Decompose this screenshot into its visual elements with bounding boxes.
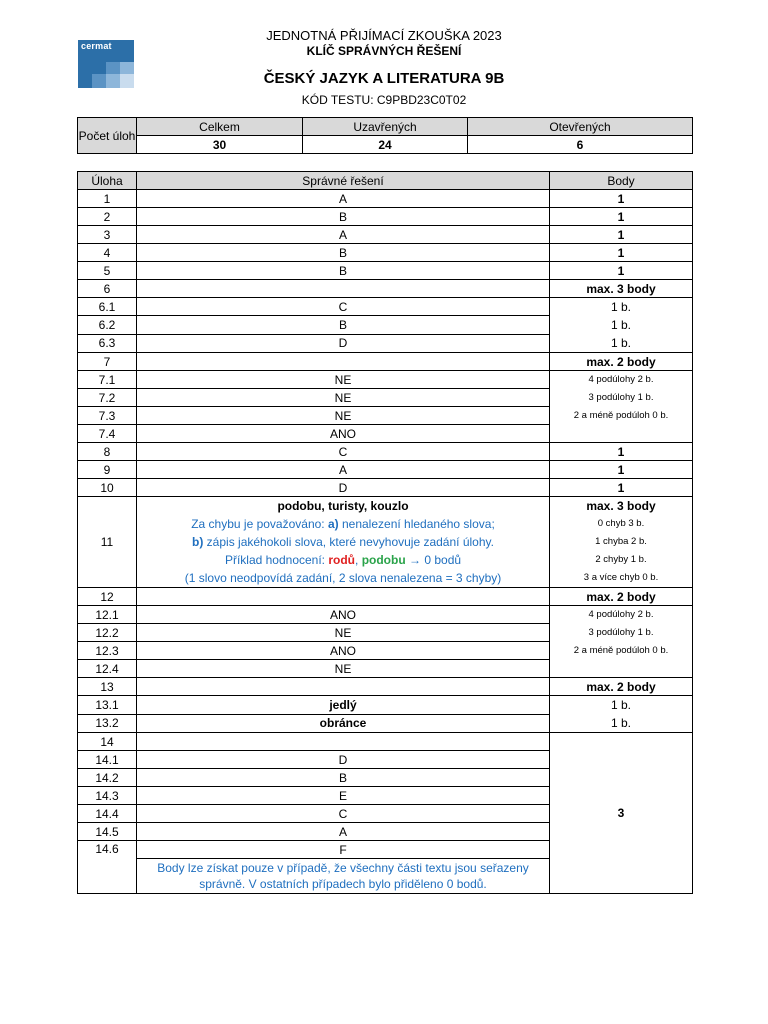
- answer: A: [137, 461, 550, 479]
- points: 1 b.: [610, 336, 631, 350]
- task-number: 7.2: [78, 389, 137, 407]
- answer: D: [137, 479, 550, 497]
- task-count-table: [77, 117, 693, 154]
- count-header-total: Celkem: [137, 118, 303, 136]
- points-group: [550, 497, 693, 588]
- count-label: Počet úloh: [78, 118, 137, 154]
- table-row: [78, 443, 693, 461]
- table-row: [78, 262, 693, 280]
- answer: B: [137, 262, 550, 280]
- task-number: 11: [78, 497, 137, 588]
- task-number: 7.3: [78, 407, 137, 425]
- table-row: [78, 190, 693, 208]
- points: 1: [550, 226, 693, 244]
- task-number: 4: [78, 244, 137, 262]
- header-answer: Správné řešení: [137, 172, 550, 190]
- example-wrong-word: rodů: [328, 553, 356, 567]
- example-text: → 0 bodů: [405, 553, 462, 567]
- task-number: 8: [78, 443, 137, 461]
- table-row: [78, 226, 693, 244]
- answer: F: [137, 841, 550, 859]
- count-header-open: Otevřených: [468, 118, 693, 136]
- task-number: 13: [78, 678, 137, 696]
- example-line: [137, 551, 549, 569]
- task-number: 12.1: [78, 606, 137, 624]
- note-text: nenalezení hledaného slova;: [338, 517, 495, 531]
- task-number: 14.4: [78, 805, 137, 823]
- task-number: 5: [78, 262, 137, 280]
- points: 1: [550, 461, 693, 479]
- task-number: 14: [78, 733, 137, 751]
- task-number: 14.5: [78, 823, 137, 841]
- points: 1 b.: [610, 300, 631, 314]
- answer: NE: [137, 624, 550, 642]
- task-number: 12.4: [78, 660, 137, 678]
- points: 1: [550, 443, 693, 461]
- points-max: max. 2 body: [550, 678, 693, 696]
- points-rule: 2 a méně podúloh 0 b.: [573, 645, 669, 656]
- answer: A: [137, 823, 550, 841]
- table-row: [78, 733, 693, 751]
- points: 1: [550, 208, 693, 226]
- table-row: [78, 497, 693, 588]
- table-row: [78, 371, 693, 389]
- subject-title: ČESKÝ JAZYK A LITERATURA 9B: [263, 70, 505, 87]
- points-max: max. 2 body: [550, 588, 693, 606]
- points: 1 b.: [610, 318, 631, 332]
- count-header-closed: Uzavřených: [303, 118, 468, 136]
- example-correct-word: podobu: [361, 553, 406, 567]
- points-rule: 3 a více chyb 0 b.: [583, 572, 659, 583]
- task-number: 9: [78, 461, 137, 479]
- points: 1: [550, 479, 693, 497]
- answer: C: [137, 298, 550, 316]
- answer: obránce: [137, 714, 550, 733]
- answer: NE: [137, 389, 550, 407]
- points-rule: 2 a méně podúloh 0 b.: [573, 410, 669, 421]
- task-number: 13.1: [78, 696, 137, 715]
- task-number: 6.1: [78, 298, 137, 316]
- answer: NE: [137, 660, 550, 678]
- points: 1 b.: [610, 716, 631, 730]
- example-text: Příklad hodnocení:: [224, 553, 329, 567]
- task-number: 7.4: [78, 425, 137, 443]
- ordering-note: Body lze získat pouze v případě, že všechny části textu jsou seřazeny správně. V ostatních případech bylo přiděleno 0 bodů.: [137, 859, 550, 894]
- points: 1: [550, 262, 693, 280]
- points-group: [550, 371, 693, 443]
- task-number: 6.3: [78, 334, 137, 352]
- table-row: [78, 244, 693, 262]
- answer: D: [137, 751, 550, 769]
- error-note-a: [137, 515, 549, 533]
- answer: [137, 678, 550, 696]
- points-max: max. 3 body: [586, 499, 656, 513]
- note-label: a): [327, 517, 339, 531]
- task-number: 14.3: [78, 787, 137, 805]
- answer: ANO: [137, 642, 550, 660]
- table-row: [78, 353, 693, 371]
- key-title: KLÍČ SPRÁVNÝCH ŘEŠENÍ: [306, 44, 462, 58]
- task-number: 14.6: [78, 841, 137, 894]
- example-text: ,: [355, 553, 362, 567]
- count-closed: 24: [303, 136, 468, 154]
- answer: A: [137, 190, 550, 208]
- table-row: [78, 479, 693, 497]
- points: 1 b.: [610, 698, 631, 712]
- points-rule: 3 podúlohy 1 b.: [588, 627, 654, 638]
- note-label: b): [192, 535, 204, 549]
- answer: [137, 353, 550, 371]
- table-row: [78, 461, 693, 479]
- answer: B: [137, 244, 550, 262]
- task-number: 7: [78, 353, 137, 371]
- task-number: 12: [78, 588, 137, 606]
- answer: jedlý: [137, 696, 550, 715]
- answer-11: [137, 497, 550, 588]
- table-row: [78, 606, 693, 624]
- note-text: zápis jakéhokoli slova, které nevyhovuje zadání úlohy.: [203, 535, 494, 549]
- task-number: 6: [78, 280, 137, 298]
- points: 3: [550, 733, 693, 894]
- points-rule: 0 chyb 3 b.: [597, 518, 645, 529]
- answer: NE: [137, 371, 550, 389]
- count-open: 6: [468, 136, 693, 154]
- answer: B: [137, 769, 550, 787]
- task-number: 14.1: [78, 751, 137, 769]
- answer: B: [137, 208, 550, 226]
- task-number: 13.2: [78, 714, 137, 733]
- task-number: 10: [78, 479, 137, 497]
- points-rule: 4 podúlohy 2 b.: [588, 374, 654, 385]
- answer: ANO: [137, 606, 550, 624]
- answer: A: [137, 226, 550, 244]
- points-group: [550, 298, 693, 353]
- answer: B: [137, 316, 550, 334]
- points-group: [550, 696, 693, 733]
- task-number: 7.1: [78, 371, 137, 389]
- answer: D: [137, 334, 550, 352]
- points-group: [550, 606, 693, 678]
- table-row: [78, 588, 693, 606]
- points: 1: [550, 244, 693, 262]
- task-number: 2: [78, 208, 137, 226]
- example-note: (1 slovo neodpovídá zadání, 2 slova nenalezena = 3 chyby): [184, 571, 502, 585]
- logo-text: cermat: [81, 41, 112, 51]
- task-number: 1: [78, 190, 137, 208]
- answer: E: [137, 787, 550, 805]
- task-number: 6.2: [78, 316, 137, 334]
- header-points: Body: [550, 172, 693, 190]
- table-row: [78, 696, 693, 715]
- count-total: 30: [137, 136, 303, 154]
- error-note-b: [137, 533, 549, 551]
- table-row: [78, 280, 693, 298]
- points-rule: 4 podúlohy 2 b.: [588, 609, 654, 620]
- task-number: 12.2: [78, 624, 137, 642]
- answer: C: [137, 805, 550, 823]
- answer: [137, 280, 550, 298]
- answer: [137, 588, 550, 606]
- points-rule: 1 chyba 2 b.: [595, 536, 647, 547]
- table-row: [78, 678, 693, 696]
- task-number: 12.3: [78, 642, 137, 660]
- points-rule: 3 podúlohy 1 b.: [588, 392, 654, 403]
- answer: [137, 733, 550, 751]
- points-rule: 2 chyby 1 b.: [595, 554, 647, 565]
- header-task: Úloha: [78, 172, 137, 190]
- answer: NE: [137, 407, 550, 425]
- test-code: KÓD TESTU: C9PBD23C0T02: [301, 93, 467, 107]
- answer: C: [137, 443, 550, 461]
- table-row: [78, 298, 693, 316]
- answer-main: podobu, turisty, kouzlo: [277, 499, 409, 513]
- points: 1: [550, 190, 693, 208]
- task-number: 14.2: [78, 769, 137, 787]
- answer-key-table: [77, 171, 693, 894]
- answer: ANO: [137, 425, 550, 443]
- points-max: max. 2 body: [550, 353, 693, 371]
- note-text: Za chybu je považováno:: [191, 517, 328, 531]
- table-row: [78, 208, 693, 226]
- points-max: max. 3 body: [550, 280, 693, 298]
- task-number: 3: [78, 226, 137, 244]
- exam-name: JEDNOTNÁ PŘIJÍMACÍ ZKOUŠKA 2023: [266, 28, 502, 43]
